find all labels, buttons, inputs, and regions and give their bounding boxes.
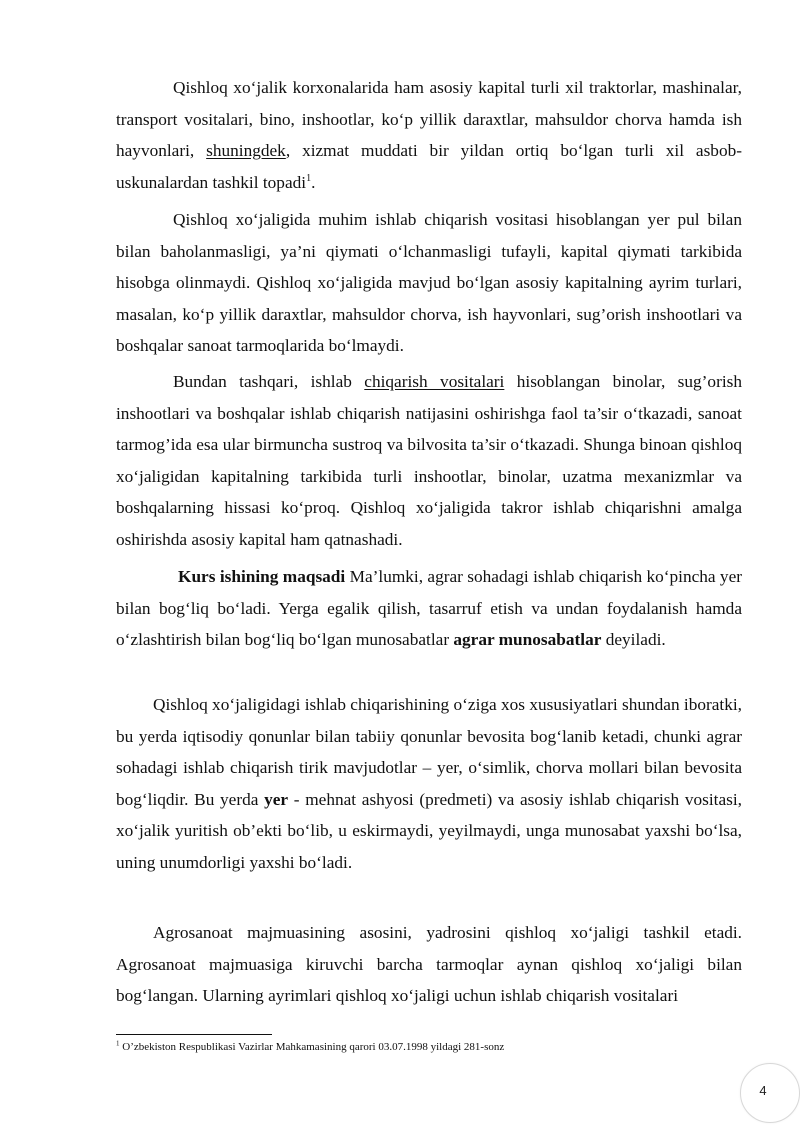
paragraph-4 bbox=[116, 561, 742, 656]
footnote-text: O’zbekiston Respublikasi Vazirlar Mahkamasining qarori 03.07.1998 yildagi 281-sonz bbox=[119, 1041, 505, 1053]
text-run: , xizmat muddati bir yildan ortiq bo‘lgan turli xil asbob-uskunalardan tashkil topadi bbox=[116, 141, 742, 192]
text-run: deyiladi. bbox=[601, 630, 666, 650]
page-number: 4 bbox=[759, 1083, 767, 1098]
text-run: hisoblangan binolar, sug’orish inshootlari va boshqalar ishlab chiqarish natijasini oshirishga faol ta’sir o‘tkazadi, sanoat tarmog’ida esa ular birmuncha sustroq va bilvosita ta’sir o‘tkazadi. Shunga binoan qishloq xo‘jaligidan kapitalning tarkibida turli inshootlar, binolar, uzatma mexanizmlar va boshqalarning hissasi ko‘proq. Qishloq xo‘jaligida takror ishlab chiqarishni amalga oshirishda asosiy kapital ham qatnashadi. bbox=[116, 372, 742, 549]
text-run: Bundan tashqari, ishlab bbox=[173, 372, 365, 391]
paragraph-3 bbox=[116, 366, 742, 556]
footnote-mark: 1 bbox=[116, 1039, 120, 1048]
footnote-reference[interactable]: 1 bbox=[306, 173, 312, 185]
text-run: Qishloq xo‘jaligidagi ishlab chiqarishining o‘ziga xos xususiyatlari shundan iboratki, bu yerda iqtisodiy qonunlar bilan tabiiy qonunlar bevosita bog‘lanib ketadi, chunki agrar sohadagi ishlab chiqarish tirik mavjudotlar – yer, o‘simlik, chorva mollari bilan bevosita bog‘liqdir. Bu yerda bbox=[116, 695, 742, 809]
paragraph-1 bbox=[116, 72, 742, 198]
text-run: Ma’lumki, agrar sohadagi ishlab chiqarish ko‘pincha yer bilan bog‘liq bo‘ladi. Yerga egalik qilish, tasarruf etish va undan foydalanish hamda o‘zlashtirish bilan bog‘liq bo‘lgan munosabatlar bbox=[116, 567, 742, 650]
bold-term: agrar munosabatlar bbox=[453, 630, 602, 650]
paragraph-5 bbox=[116, 689, 742, 879]
footnote-separator bbox=[116, 1034, 272, 1035]
text-run: Qishloq xo‘jalik korxonalarida ham asosiy kapital turli xil traktorlar, mashinalar, transport vositalari, bino, inshootlar, ko‘p yillik daraxtlar, mahsuldor chorva hamda ish hayvonlari, bbox=[116, 78, 742, 161]
underlined-term: chiqarish vositalari bbox=[364, 372, 505, 391]
bold-heading: Kurs ishining maqsadi bbox=[178, 567, 346, 586]
paragraph-2: Qishloq xo‘jaligida muhim ishlab chiqarish vositasi hisoblangan yer pul bilan bilan baholanmasligi, ya’ni qiymati o‘lchanmasligi tufayli, kapital qiymati tarkibida hisobga olinmaydi. Qishloq xo‘jaligida mavjud bo‘lgan asosiy kapitalning ayrim turlari, masalan, ko‘p yillik daraxtlar, mahsuldor chorva, ish hayvonlari, sug’orish inshootlari va boshqalar sanoat tarmoqlarida bo‘lmaydi. bbox=[116, 210, 742, 356]
text-run: . bbox=[311, 172, 316, 192]
text-run: - mehnat ashyosi (predmeti) va asosiy ishlab chiqarish vositasi, xo‘jalik yuritish ob’ekti bo‘lib, u eskirmaydi, yeyilmaydi, unga munosabat yaxshi bo‘lsa, uning unumdorligi yaxshi bo‘ladi. bbox=[116, 789, 742, 872]
paragraph-6: Agrosanoat majmuasining asosini, yadrosini qishloq xo‘jaligi tashkil etadi. Agrosanoat majmuasiga kiruvchi barcha tarmoqlar aynan qishloq xo‘jaligi bilan bog‘langan. Ularning ayrimlari qishloq xo‘jaligi uchun ishlab chiqarish vositalari bbox=[116, 923, 742, 1006]
bold-term: yer bbox=[264, 789, 289, 809]
underlined-term: shuningdek bbox=[206, 141, 286, 161]
footnote bbox=[116, 1040, 756, 1054]
